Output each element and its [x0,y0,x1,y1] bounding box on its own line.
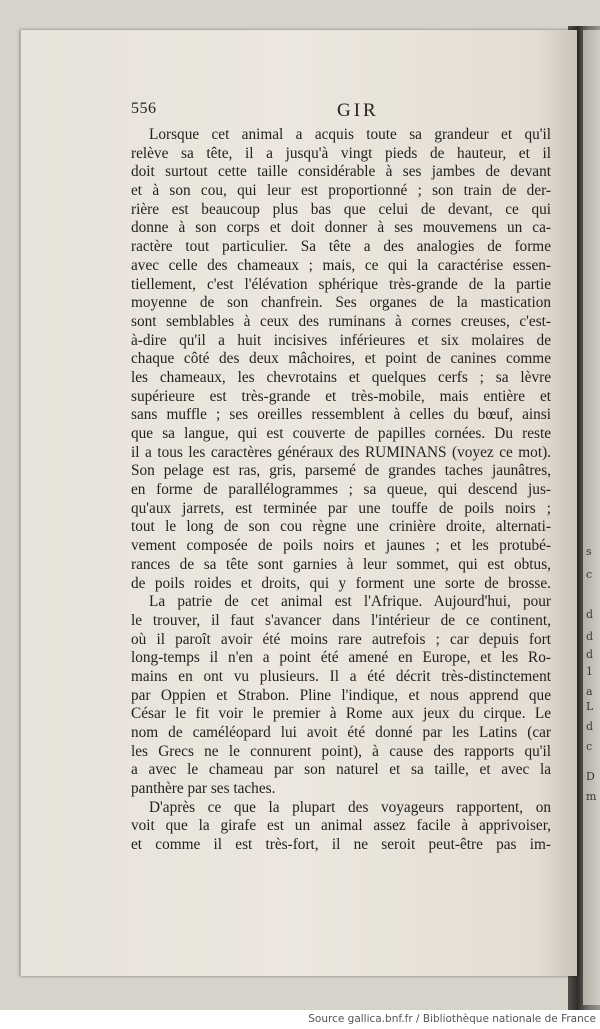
text-line: Lorsque cet animal a acquis toute sa grandeur et qu'il [149,126,551,143]
text-line: les chameaux, les chevrotains et quelques cerfs ; sa lèvre [131,368,551,386]
text-line: rière est beaucoup plus bas que celui de devant, ce qui [131,200,551,218]
text-line: Son pelage est ras, gris, parsemé de grandes taches jaunâtres, [131,462,551,480]
text-line: à-dire qu'il a huit incisives inférieures et six molaires de [131,331,551,349]
text-line: D'après ce que la plupart des voyageurs rapportent, on [149,798,551,816]
text-line: voit que la girafe est un animal assez facile à apprivoiser, [131,817,551,835]
text-line: tout le long de son cou règne une crinière droite, alternati- [131,518,551,536]
facing-page-fragment: d [586,608,594,621]
text-line: où il paroît avoir été moins rare autrefois ; car depuis fort [131,630,551,648]
text-line: et comme il est très-fort, il ne seroit peut-être pas im- [131,836,551,854]
text-line: César le fit voir le premier à Rome aux jeux du cirque. Le [131,705,551,723]
facing-page-fragment: m [586,790,597,803]
source-credit: Source gallica.bnf.fr / Bibliothèque nationale de France [308,1013,596,1025]
text-line: ractère tout particulier. Sa tête a des analogies de forme [131,238,551,256]
facing-page-fragment: 1 [586,665,593,678]
text-line: avec celle des chameaux ; mais, ce qui la caractérise essen- [131,256,551,274]
running-head: GIR [337,100,379,121]
text-line: nom de caméléopard lui avoit été donné par les Latins (car [131,724,551,741]
text-line: sans muffle ; ses oreilles ressemblent à celles du bœuf, ainsi [131,406,551,424]
body-text [131,126,551,855]
facing-page-fragment: a [586,685,593,698]
page-header [21,30,577,121]
facing-page-fragment: c [586,740,593,753]
text-line: il a tous les caractères généraux des RUMINANS (voyez ce mot). [131,443,551,461]
text-line: par Oppien et Strabon. Pline l'indique, et nous apprend que [131,686,551,704]
text-line: sont semblables à ceux des ruminans à cornes creuses, c'est- [131,312,551,330]
facing-page-fragment: c [586,568,593,581]
text-line: les Grecs ne le connurent point), à cause des rapports qu'il [131,742,551,760]
text-line: tiellement, c'est l'élévation sphérique très-grande de la partie [131,275,551,293]
text-line: panthère par ses taches. [131,780,276,798]
text-line: et à son cou, qui leur est proportionné ; son train de der- [131,182,551,200]
text-line: rances de sa tête sont garnies à leur sommet, qui est obtus, [131,555,551,573]
text-line: chaque côté des deux mâchoires, et point de canines comme [131,350,551,368]
facing-page-fragment: d [586,648,594,661]
text-line: doit surtout cette taille considérable à ses jambes de devant [131,163,551,181]
book-page [20,30,577,976]
text-line: moyenne de son chanfrein. Ses organes de la mastication [131,294,551,312]
text-line: qu'aux jarrets, est terminée par une touffe de poils noirs ; [131,499,551,517]
facing-page-fragment: d [586,720,594,733]
text-line: que sa langue, qui est couverte de papilles cornées. Du reste [131,425,551,442]
facing-page-fragment: D [586,770,595,783]
facing-page-fragment: d [586,630,594,643]
text-line: le trouver, il faut s'avancer dans l'intérieur de ce continent, [131,611,551,629]
text-line: supérieure est très-grande et très-mobile, mais entière et [131,387,551,405]
facing-page-fragment: L [586,700,594,713]
page-number: 556 [131,100,157,117]
text-line: long-temps il n'en a point été amené en Europe, et les Ro- [131,649,551,667]
text-line: mains en ont vu plusieurs. Il a été décrit très-distinctement [131,667,551,685]
text-line: en forme de parallélogrammes ; sa queue, qui descend jus- [131,481,551,499]
text-line: a avec le chameau par son naturel et sa taille, et avec la [131,761,551,779]
text-line: relève sa tête, il a jusqu'à vingt pieds de hauteur, et il [131,144,551,162]
next-page-edge [583,30,600,1005]
text-line: vement composée de poils noirs et jaunes ; et les protubé- [131,537,551,555]
facing-page-fragment: s [586,545,592,558]
text-line: donne à son corps et doit donner à ses mouvemens un ca- [131,219,551,237]
text-line: La patrie de cet animal est l'Afrique. Aujourd'hui, pour [149,593,551,611]
text-line: de poils roides et droits, qui y forment une sorte de brosse. [131,574,551,592]
